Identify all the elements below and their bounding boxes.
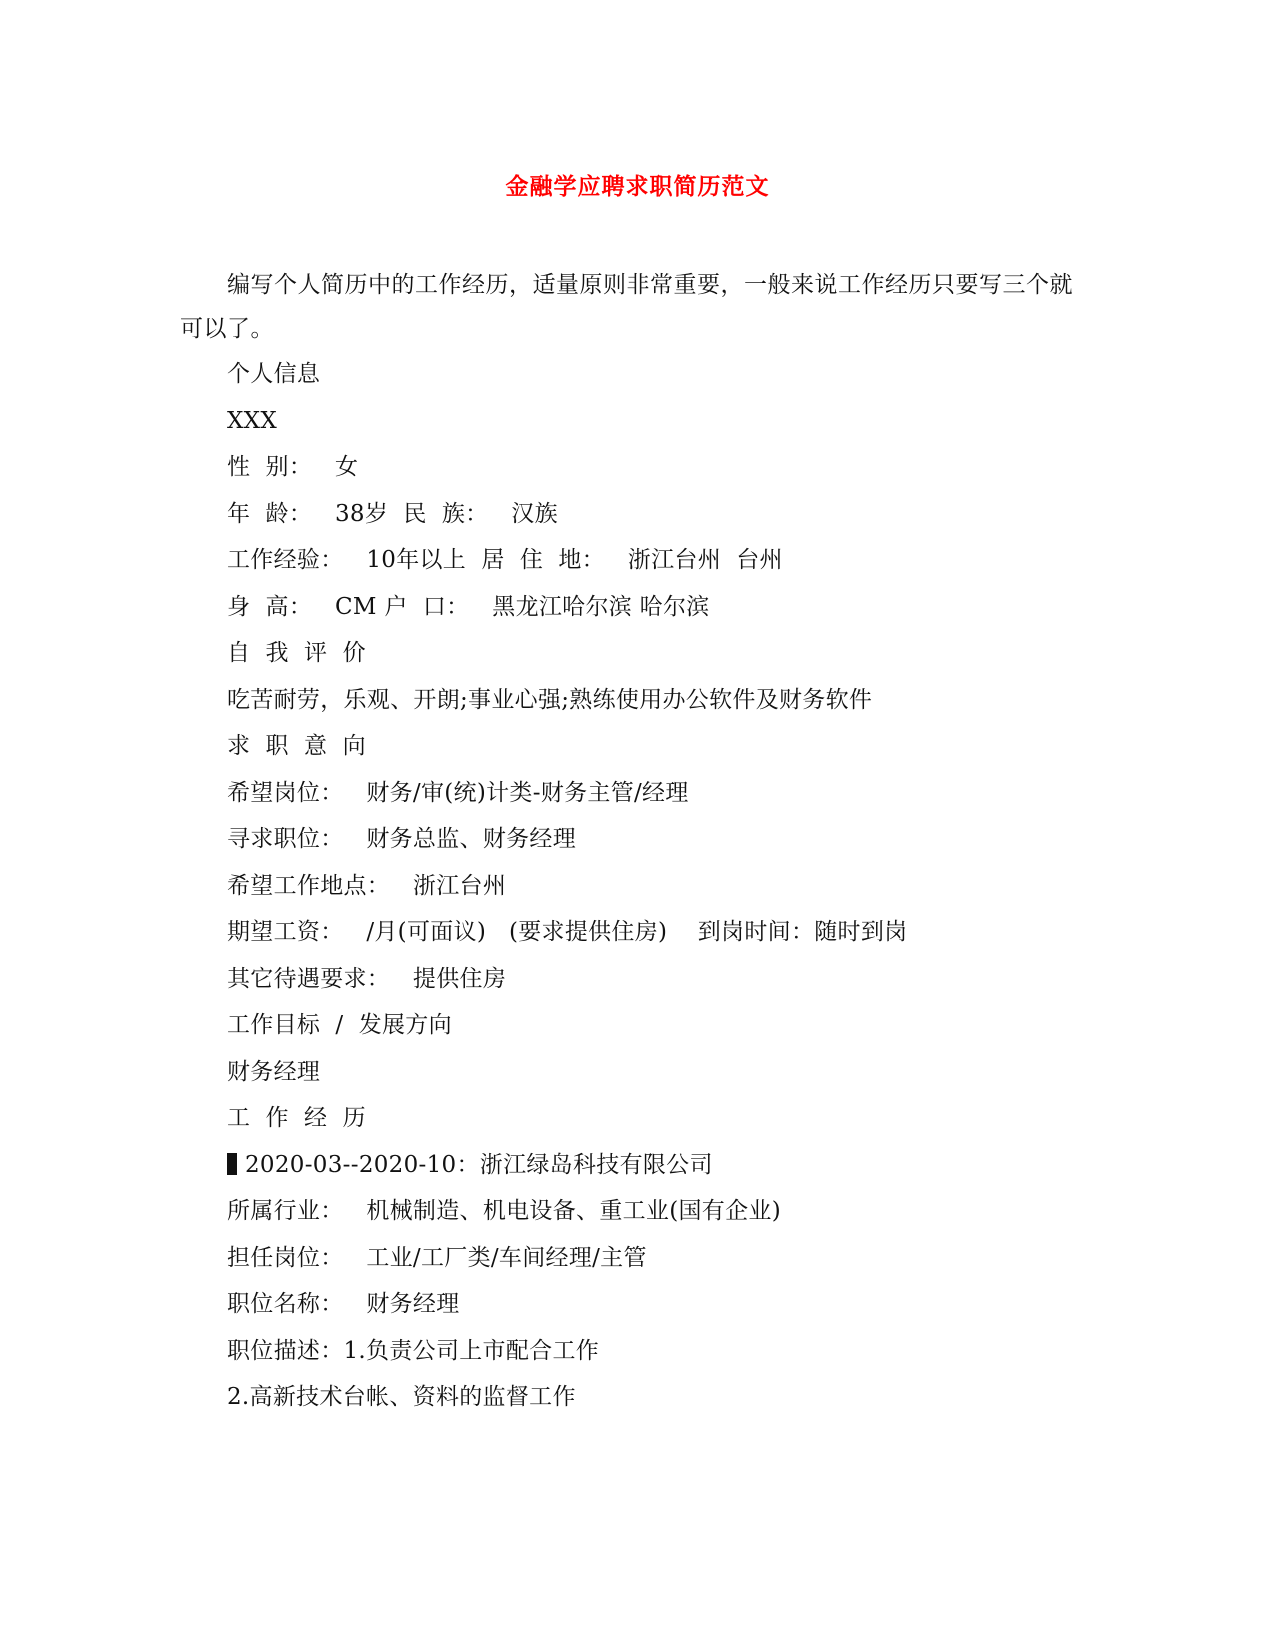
job-description-line-1: 职位描述：1.负责公司上市配合工作 [227, 1337, 600, 1364]
desired-position-line: 希望岗位： 财务/审(统)计类-财务主管/经理 [227, 779, 689, 806]
section-heading-career-goal: 工作目标 / 发展方向 [227, 1012, 452, 1038]
gender-line: 性 别： 女 [227, 454, 359, 480]
section-heading-self-evaluation: 自 我 评 价 [227, 640, 366, 666]
self-evaluation-text: 吃苦耐劳，乐观、开朗;事业心强;熟练使用办公软件及财务软件 [227, 686, 873, 713]
document-title: 金融学应聘求职简历范文 [505, 173, 770, 200]
section-heading-personal-info: 个人信息 [227, 361, 321, 387]
expected-salary-line: 期望工资： /月(可面议) (要求提供住房) 到岗时间：随时到岗 [227, 919, 908, 945]
job-title-line: 职位名称： 财务经理 [227, 1291, 460, 1317]
section-heading-work-experience: 工 作 经 历 [227, 1105, 366, 1131]
experience-residence-line: 工作经验： 10年以上 居 住 地： 浙江台州 台州 [227, 547, 783, 573]
section-heading-job-intention: 求 职 意 向 [227, 733, 366, 759]
other-benefits-line: 其它待遇要求： 提供住房 [227, 965, 507, 992]
desired-location-line: 希望工作地点： 浙江台州 [227, 872, 507, 899]
intro-paragraph: 编写个人简历中的工作经历，适量原则非常重要，一般来说工作经历只要写三个就可以了。 [180, 272, 1073, 342]
industry-line: 所属行业： 机械制造、机电设备、重工业(国有企业) [227, 1198, 781, 1224]
name-value: XXX [227, 407, 278, 434]
position-held-line: 担任岗位： 工业/工厂类/车间经理/主管 [227, 1244, 647, 1271]
bullet-block-icon [227, 1153, 237, 1175]
job-description-line-2: 2.高新技术台帐、资料的监督工作 [227, 1384, 576, 1410]
career-goal-text: 财务经理 [227, 1058, 321, 1085]
height-hukou-line: 身 高： CM 户 口： 黑龙江哈尔滨 哈尔滨 [227, 593, 710, 620]
sought-position-line: 寻求职位： 财务总监、财务经理 [227, 826, 577, 852]
job-period-company: 2020-03--2020-10：浙江绿岛科技有限公司 [245, 1151, 713, 1178]
age-ethnicity-line: 年 龄： 38岁 民 族： 汉族 [227, 500, 558, 527]
resume-content [227, 359, 1127, 1429]
